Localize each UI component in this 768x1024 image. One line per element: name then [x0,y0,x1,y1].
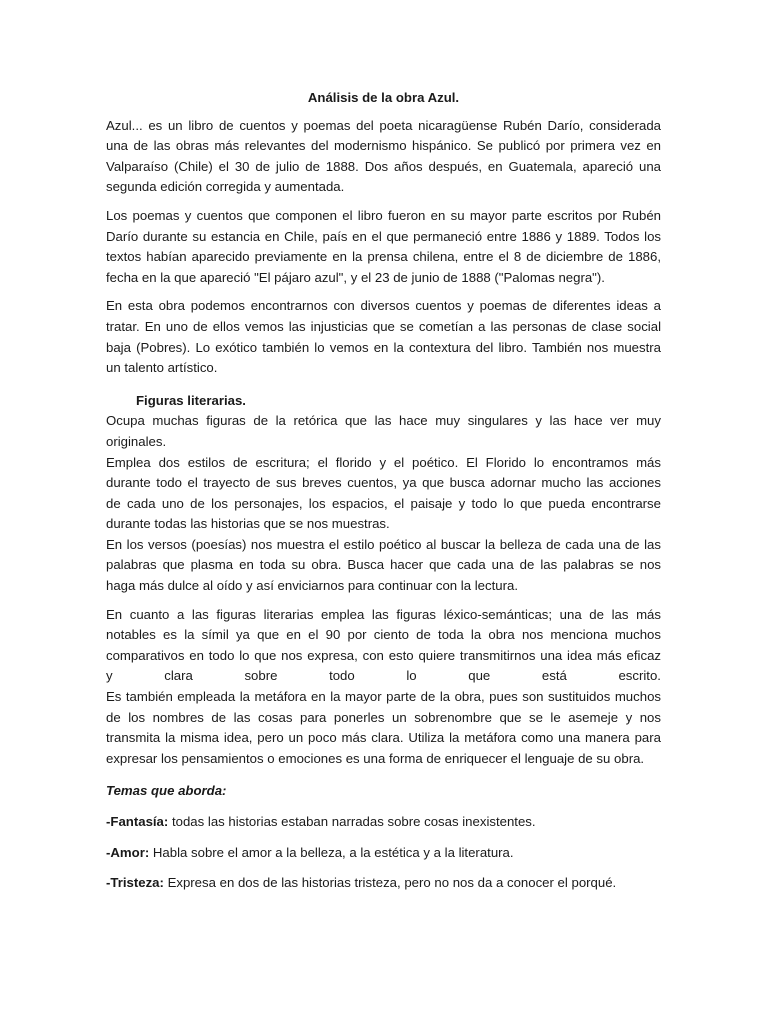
document-title: Análisis de la obra Azul. [307,90,460,105]
spread-word: todo [329,668,355,684]
text-line: originales. [106,433,167,449]
tema-label: -Fantasía: [106,814,169,829]
text-line: Ocupa muchas figuras de la retórica que las hace muy singulares y las hace ver muy [106,413,661,429]
spread-word: que [468,668,491,684]
text-line: durante todo el trayecto de sus breves cuentos, ya que busca adornar mucho las acciones [106,475,661,491]
tema-text: todas las historias estaban narradas sobre cosas inexistentes. [168,814,536,829]
spread-line [106,666,661,687]
section-heading-figuras: Figuras literarias. [136,392,246,408]
text-line: tratar. En uno de ellos vemos las injusticias que se cometían a las personas de clase social [106,318,661,334]
text-line: haga más dulce al oído y así enviciarnos para continuar con la lectura. [106,578,518,594]
spread-word: clara [164,668,193,684]
paragraph-lexico [106,605,661,770]
spread-word: y [106,668,113,684]
paragraph-intro [106,116,661,198]
text-line: baja (Pobres). Lo exótico también lo vemos en la contextura del libro. También nos muestra [106,339,661,355]
text-line: comparativos en todo lo que nos expresa, con esto quiere transmitirnos una idea más eficaz [106,647,661,663]
text-line: un talento artístico. [106,360,218,376]
text-line: En los versos (poesías) nos muestra el estilo poético al buscar la belleza de cada una de las [106,536,661,552]
text-line: transmita la misma idea, pero un poco más clara. Utiliza la metáfora como una manera para [106,730,661,746]
spread-word: lo [406,668,417,684]
section-heading-temas: Temas que aborda: [106,783,227,799]
figuras-block-estilos [106,453,661,535]
spread-word: escrito. [618,668,661,684]
text-line: segunda edición corregida y aumentada. [106,179,345,195]
text-line: de cada uno de los personajes, los espacios, el paisaje y todo lo que pueda encontrarse [106,495,661,511]
text-line: palabras que plasma en toda su obra. Busca hacer que cada una de las palabras se nos [106,557,661,573]
text-line: En esta obra podemos encontrarnos con diversos cuentos y poemas de diferentes ideas a [106,298,661,314]
spread-word: sobre [244,668,278,684]
tema-label: -Amor: [106,844,150,860]
text-line: Azul... es un libro de cuentos y poemas del poeta nicaragüense Rubén Darío, considerada [106,117,661,133]
text-line: Los poemas y cuentos que componen el libro fueron en su mayor parte escritos por Rubén [106,207,661,223]
document-page [106,88,661,904]
tema-text: Expresa en dos de las historias tristeza, pero no nos da a conocer el porqué. [163,875,617,891]
text-line: expresar los pensamientos o emociones es una forma de enriquecer el lenguaje de su obra. [106,750,645,766]
tema-item-fantasia [106,812,661,833]
spread-word: está [541,668,567,684]
text-line: En cuanto a las figuras literarias emplea las figuras léxico-semánticas; una de las más [106,606,661,622]
text-line: Valparaíso (Chile) el 30 de julio de 1888. Dos años después, en Guatemala, apareció una [106,158,661,174]
paragraph-themes-intro [106,296,661,378]
text-line: Es también empleada la metáfora en la mayor parte de la obra, pues son sustituidos muchos [106,689,661,705]
tema-label: -Tristeza: [106,875,164,891]
text-line: una de las obras más relevantes del modernismo hispánico. Se publicó por primera vez en [106,138,661,154]
text-line: Darío durante su estancia en Chile, país en el que permaneció entre 1886 y 1889. Todos los [106,228,661,244]
figuras-block-retorica [106,411,661,452]
tema-text: Habla sobre el amor a la belleza, a la estética y a la literatura. [149,844,514,860]
tema-item-tristeza [106,873,661,894]
text-line: durante todas las historias que se nos muestras. [106,516,390,532]
text-line: textos habían aparecido previamente en la prensa chilena, entre el 8 de diciembre de 1886, [106,249,661,265]
text-line: Emplea dos estilos de escritura; el florido y el poético. El Florido lo encontramos más [106,454,661,470]
text-line: notables es la símil ya que en el 90 por ciento de toda la obra nos menciona muchos [106,627,661,643]
tema-item-amor [106,843,661,864]
text-line: fecha en la que apareció "El pájaro azul", y el 23 de junio de 1888 ("Palomas negra"). [106,269,605,285]
figuras-block-versos [106,535,661,597]
text-line: de los nombres de las cosas para ponerles un sobrenombre que se le asemeje y nos [106,709,661,725]
paragraph-history [106,206,661,288]
